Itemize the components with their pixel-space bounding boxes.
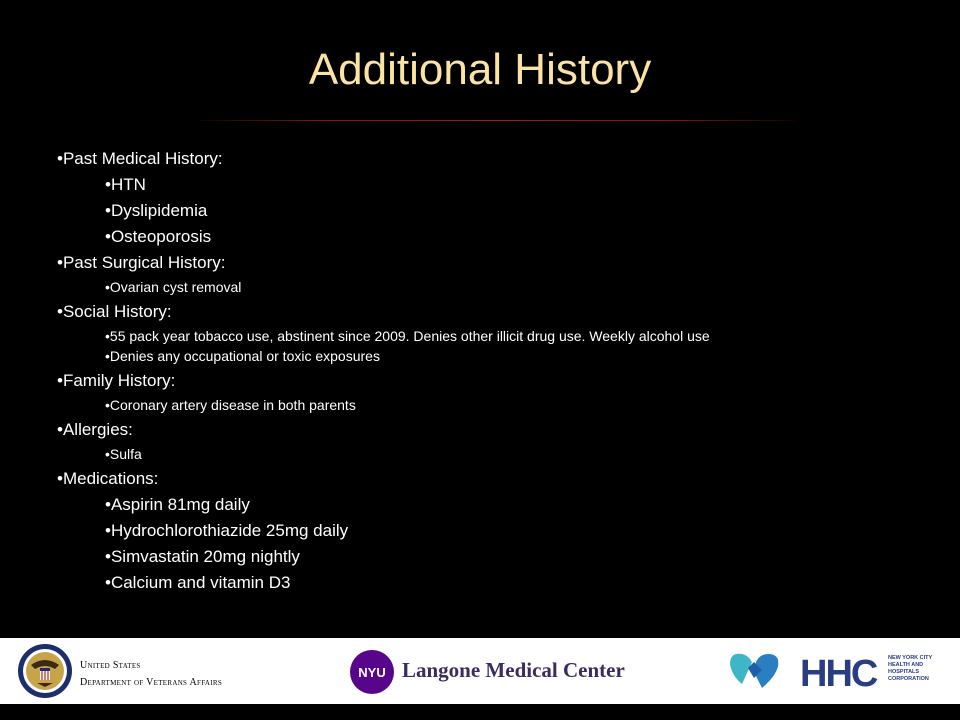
- list-item: •Sulfa: [105, 446, 142, 462]
- list-item: •Ovarian cyst removal: [105, 279, 242, 295]
- va-name: United States Department of Veterans Affairs: [80, 660, 223, 688]
- nyu-name: Langone Medical Center: [402, 658, 625, 682]
- hhc-subtitle: NEW YORK CITY HEALTH AND HOSPITALS CORPORATION: [888, 655, 933, 682]
- list-item: •Aspirin 81mg daily: [105, 495, 250, 514]
- list-item: •Simvastatin 20mg nightly: [105, 547, 300, 566]
- list-item: •Calcium and vitamin D3: [105, 573, 291, 592]
- list-item: •Osteoporosis: [105, 227, 212, 246]
- list-item: •55 pack year tobacco use, abstinent since 2009. Denies other illicit drug use. Weekly alcohol use: [105, 328, 710, 344]
- hhc-mark: HHC: [800, 653, 877, 692]
- list-item: •Hydrochlorothiazide 25mg daily: [105, 521, 349, 540]
- section-heading: •Allergies:: [57, 420, 133, 439]
- title-divider: [200, 120, 794, 121]
- section-heading: •Past Surgical History:: [57, 253, 226, 272]
- slide-content: [57, 146, 907, 596]
- section-heading: •Past Medical History:: [57, 149, 223, 168]
- section-heading: •Family History:: [57, 371, 176, 390]
- nyu-torch-icon: [348, 649, 396, 695]
- logo-footer: [0, 638, 960, 704]
- hhc-logo: [800, 652, 884, 692]
- slide-title: Additional History: [308, 45, 652, 94]
- nyu-badge-text: NYU: [358, 665, 386, 680]
- list-item: •Coronary artery disease in both parents: [105, 397, 356, 413]
- list-item: •Dyslipidemia: [105, 201, 208, 220]
- section-heading: •Social History:: [57, 302, 172, 321]
- list-item: •HTN: [105, 175, 146, 194]
- bottom-strip: [0, 704, 960, 720]
- va-seal-icon: [17, 643, 73, 699]
- hhc-heart-icon: [726, 650, 782, 694]
- section-heading: •Medications:: [57, 469, 159, 488]
- list-item: •Denies any occupational or toxic exposures: [105, 348, 380, 364]
